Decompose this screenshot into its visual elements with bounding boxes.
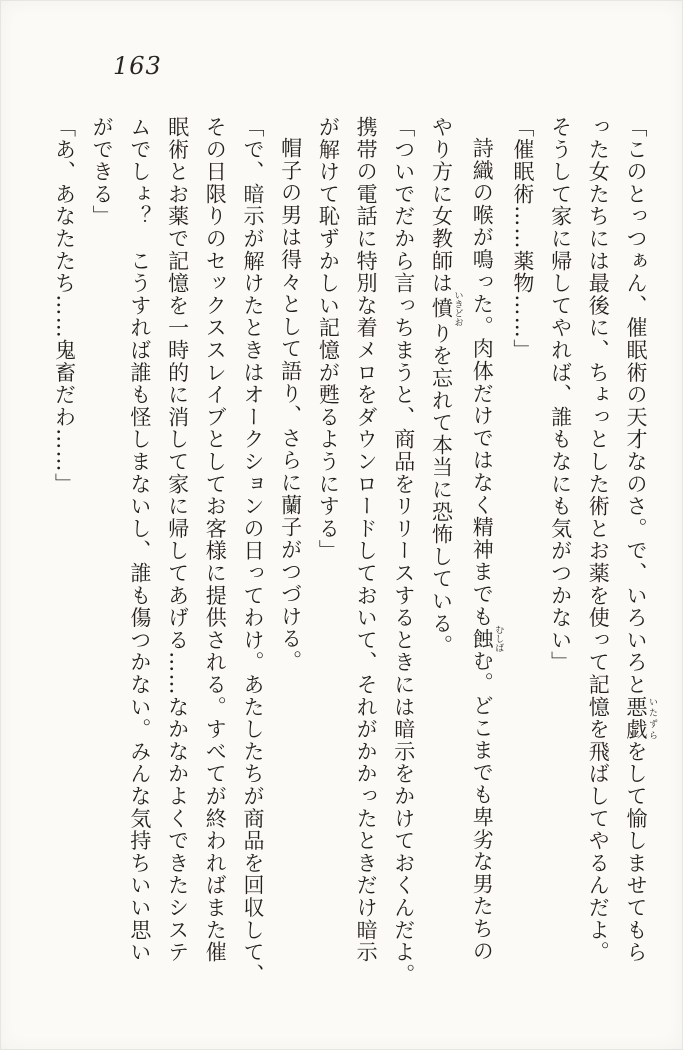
ruby-base-text: 憤: [429, 290, 454, 327]
text-line: [503, 116, 541, 1016]
text-line: [541, 116, 579, 1016]
text-line: [384, 116, 422, 1016]
text-line: [309, 116, 347, 1016]
text-line: [196, 116, 234, 1016]
text-line: [82, 116, 120, 1016]
ruby-base-text: 悪戯: [624, 695, 648, 741]
text-run: 「ついでだから言っちまうと、商品をリリースするときには暗示をかけておくんだよ。: [391, 116, 416, 986]
text-run: その日限りのセックススレイブとしてお客様に提供される。すべてが終わればまた催: [203, 116, 228, 964]
page-number: 163: [113, 52, 162, 80]
text-line: [462, 116, 503, 1016]
text-run: 帽子の男は得々として語り、さらに蘭子がつづける。: [278, 137, 303, 673]
text-run: をして愉しませてもら: [624, 740, 648, 964]
text-line: [120, 116, 158, 1016]
text-run: ができる」: [90, 116, 115, 228]
ruby-base-text: 蝕: [470, 625, 495, 653]
text-run: 「このとっつぁん、催眠術の天才なのさ。で、いろいろと: [624, 116, 648, 696]
text-run: 眠術とお薬で記憶を一時的に消して家に帰してあげる……なかなかよくできたシステ: [165, 116, 190, 964]
text-run: りを忘れて本当に恐怖している。: [429, 322, 454, 657]
vertical-text-area: [45, 116, 657, 1016]
text-run: 「で、暗示が解けたときはオークションの日ってわけ。あたしたちが商品を回収して、: [240, 116, 265, 986]
furigana-ruby: [624, 695, 657, 741]
text-line: [271, 116, 309, 1016]
text-line: [422, 116, 463, 1016]
text-run: った女たちには最後に、ちょっとした術とお薬を使って記憶を飛ばしてやるんだよ。: [586, 116, 611, 964]
text-run: 携帯の電話に特別な着メロをダウンロードしておいて、それがかかったときだけ暗示: [354, 116, 379, 964]
text-run: やり方に女教師は: [429, 116, 454, 295]
text-run: 「催眠術……薬物……」: [510, 116, 535, 362]
furigana-text: いたずら: [647, 695, 657, 741]
text-run: 詩織の喉が鳴った。肉体だけではなく精神までも: [470, 137, 495, 628]
text-run: 「あ、あなたたち……鬼畜だわ……」: [52, 116, 77, 496]
furigana-ruby: [470, 625, 504, 653]
text-line: [346, 116, 384, 1016]
text-line: [233, 116, 271, 1016]
furigana-text: いきどお: [452, 290, 463, 327]
text-line: [616, 116, 657, 1016]
furigana-ruby: [429, 290, 463, 327]
text-line: [45, 116, 83, 1016]
text-line: [158, 116, 196, 1016]
text-run: そうして家に帰してやれば、誰もなにも気がつかない」: [548, 116, 573, 674]
text-run: ムでしょ？ こうすれば誰も怪しまないし、誰も傷つかない。みんな気持ちいい思い: [127, 116, 152, 964]
furigana-text: むしば: [493, 625, 504, 653]
text-run: が解けて恥ずかしい記憶が甦るようにする」: [316, 116, 341, 562]
text-line: [579, 116, 617, 1016]
text-run: む。どこまでも卑劣な男たちの: [470, 649, 495, 963]
